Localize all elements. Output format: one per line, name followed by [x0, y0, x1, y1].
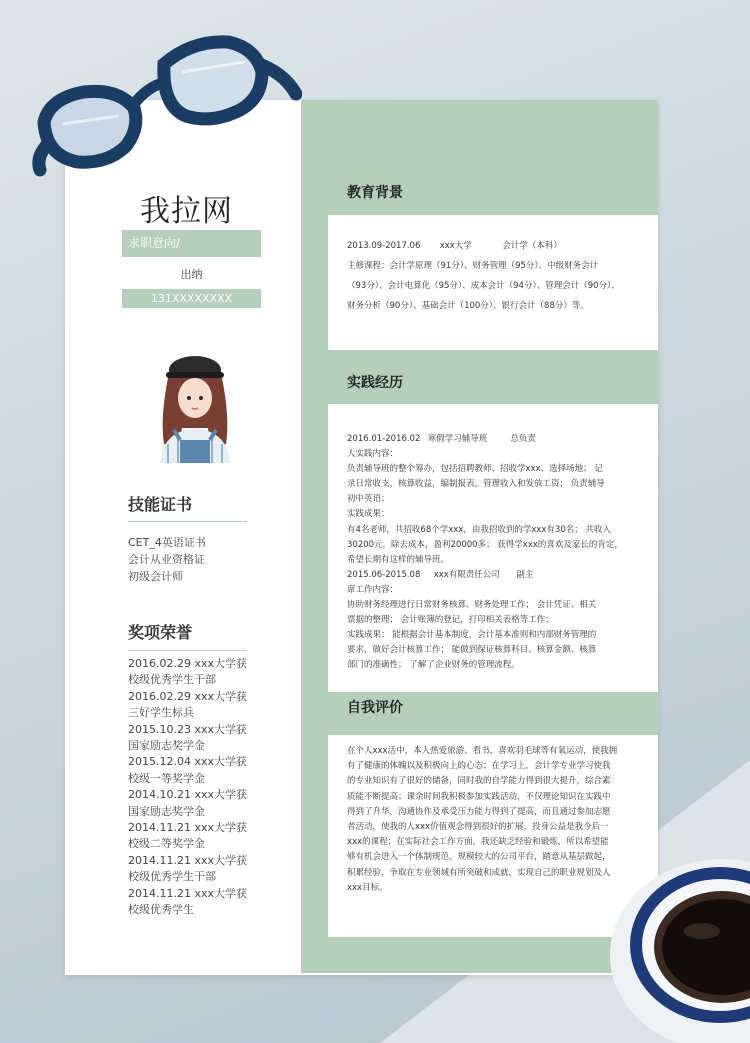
self-eval-line: 得到了升华，沟通协作及承受压力能力得到了提高，而且通过参加志愿: [347, 806, 611, 817]
self-eval-line: 有了健康的体魄以及积极向上的心态；在学习上，会计学专业学习使我: [347, 761, 611, 772]
practice-line: 要求，做好会计核算工作； 能做到保证核算科目、核算金额、核算: [347, 645, 597, 656]
job-intent-label: 求职意向/: [122, 230, 261, 257]
award-line: 国家励志奖学金: [128, 804, 205, 818]
practice-title: 实践经历: [347, 375, 403, 391]
practice-line: 30200元，除去成本，盈利20000多； 获得学xxx的喜欢及家长的肯定，: [347, 539, 623, 550]
practice-line: 人实践内容：: [347, 449, 399, 460]
skill-item: CET_4英语证书: [128, 536, 206, 549]
practice-job2-row: [347, 568, 641, 583]
award-line: 2014.10.21 xxx大学获: [128, 788, 248, 802]
practice-line: 实践成果：: [347, 509, 390, 520]
skills-list: [128, 534, 206, 585]
practice-line: 部门的准确性； 了解了企业财务的管理流程。: [347, 660, 520, 671]
practice-job1-period: 2016.01-2016.02: [347, 434, 421, 444]
award-line: 国家励志奖学金: [128, 739, 205, 753]
practice-job2-org: xxx有限责任公司: [433, 569, 500, 580]
practice-line: 希望长期有这样的辅导班。: [347, 554, 450, 565]
self-eval-line: xxx的课程；在实际社会工作方面，我还缺乏经验和锻炼，所以希望能: [347, 837, 609, 848]
practice-card: [328, 404, 658, 692]
self-eval-line: xxx目标。: [347, 882, 388, 893]
practice-job1-row: [347, 432, 641, 447]
practice-line: 实践成果： 能根据会计基本制度，会计基本准则和内部财务管理的: [347, 630, 597, 641]
award-line: 校级二等奖学金: [128, 837, 205, 851]
education-header-row: [347, 236, 641, 256]
education-line: （93分）、会计电算化（95分）、成本会计（94分）、管理会计（90分）、: [347, 281, 620, 291]
job-title: 出纳: [180, 268, 203, 281]
self-eval-line: 够有机会进入一个体制规范、规模较大的公司平台，踏意从基层做起，: [347, 852, 611, 863]
avatar: [150, 348, 240, 463]
award-line: 三好学生标兵: [128, 706, 194, 720]
practice-line: 负责辅导班的整个筹办，包括招聘教师、招收学xxx、选择场地； 记: [347, 464, 603, 475]
awards-divider: [128, 650, 247, 651]
education-card: [328, 215, 658, 350]
education-line: 财务分析（90分）、基础会计（100分）、银行会计（88分）等。: [347, 301, 589, 311]
award-line: 2015.12.04 xxx大学获: [128, 755, 248, 769]
award-line: 2014.11.21 xxx大学获: [128, 886, 248, 900]
award-line: 2014.11.21 xxx大学获: [128, 853, 248, 867]
self-eval-line: 者活动，使我的人xxx价值观念得到很好的扩展，投身公益是我今后一: [347, 822, 609, 833]
self-eval-line: 的专业知识有了很好的储备，同时我的自学能力得到很大提升，综合素: [347, 776, 611, 787]
award-line: 2015.10.23 xxx大学获: [128, 722, 248, 736]
self-eval-line: 在个人xxx活中，本人热爱旅游、看书，喜欢羽毛球等有氧运动，使我拥: [347, 746, 618, 756]
award-line: 校级优秀学生干部: [128, 870, 216, 884]
practice-line: 有4名老师，共招收68个学xxx，由我招收到的学xxx有30名； 共收入: [347, 524, 611, 535]
self-eval-card: [328, 735, 658, 937]
award-line: 校级一等奖学金: [128, 771, 205, 785]
skill-item: 会计从业资格证: [128, 553, 205, 566]
practice-job1-org: 寒假学习辅导班: [427, 434, 488, 444]
education-school: xxx大学: [439, 241, 472, 251]
award-line: 校级优秀学生干部: [128, 673, 216, 687]
self-eval-line: 质能不断提高；课余时间我积极参加实践活动，不仅理论知识在实践中: [347, 791, 611, 802]
practice-line: 席工作内容：: [347, 584, 399, 595]
skills-title: 技能证书: [128, 495, 193, 514]
practice-line: 录日常收支，核算收益，编制报表，管理收入和发放工资； 负责辅导: [347, 479, 605, 490]
award-line: 2016.02.29 xxx大学获: [128, 689, 248, 703]
education-period: 2013.09-2017.06: [347, 241, 421, 251]
education-line: 主修课程：会计学原理（91分）、财务管理（95分）、中级财务会计: [347, 261, 599, 271]
self-eval-line: 积累经验，争取在专业领域有所突破和成就，实现自己的职业规划及人: [347, 867, 611, 878]
awards-list: [128, 656, 258, 919]
practice-line: 初中英语；: [347, 494, 390, 505]
practice-job2-period: 2015.06-2015.08: [347, 569, 421, 580]
practice-line: 票据的整理； 会计账簿的登记，打印相关表格等工作；: [347, 615, 554, 626]
practice-job1-role: 总负责: [510, 434, 536, 444]
award-line: 2016.02.29 xxx大学获: [128, 657, 248, 670]
phone-number: 131XXXXXXXX: [122, 289, 261, 308]
awards-title: 奖项荣誉: [128, 623, 193, 642]
self-eval-title: 自我评价: [347, 700, 403, 716]
practice-line: 协助财务经理进行日常财务核算、财务处理工作； 会计凭证、相关: [347, 600, 597, 611]
skills-divider: [128, 521, 247, 522]
education-major: 会计学（本科）: [502, 241, 562, 251]
award-line: 校级优秀学生: [128, 903, 194, 917]
glasses-icon: [22, 20, 302, 195]
coffee-cup-icon: [610, 835, 750, 1043]
education-title: 教育背景: [347, 185, 403, 201]
practice-job2-role: 副主: [516, 569, 534, 580]
award-line: 2014.11.21 xxx大学获: [128, 821, 248, 835]
applicant-name: 我拉网: [140, 194, 233, 229]
skill-item: 初级会计师: [128, 570, 183, 583]
